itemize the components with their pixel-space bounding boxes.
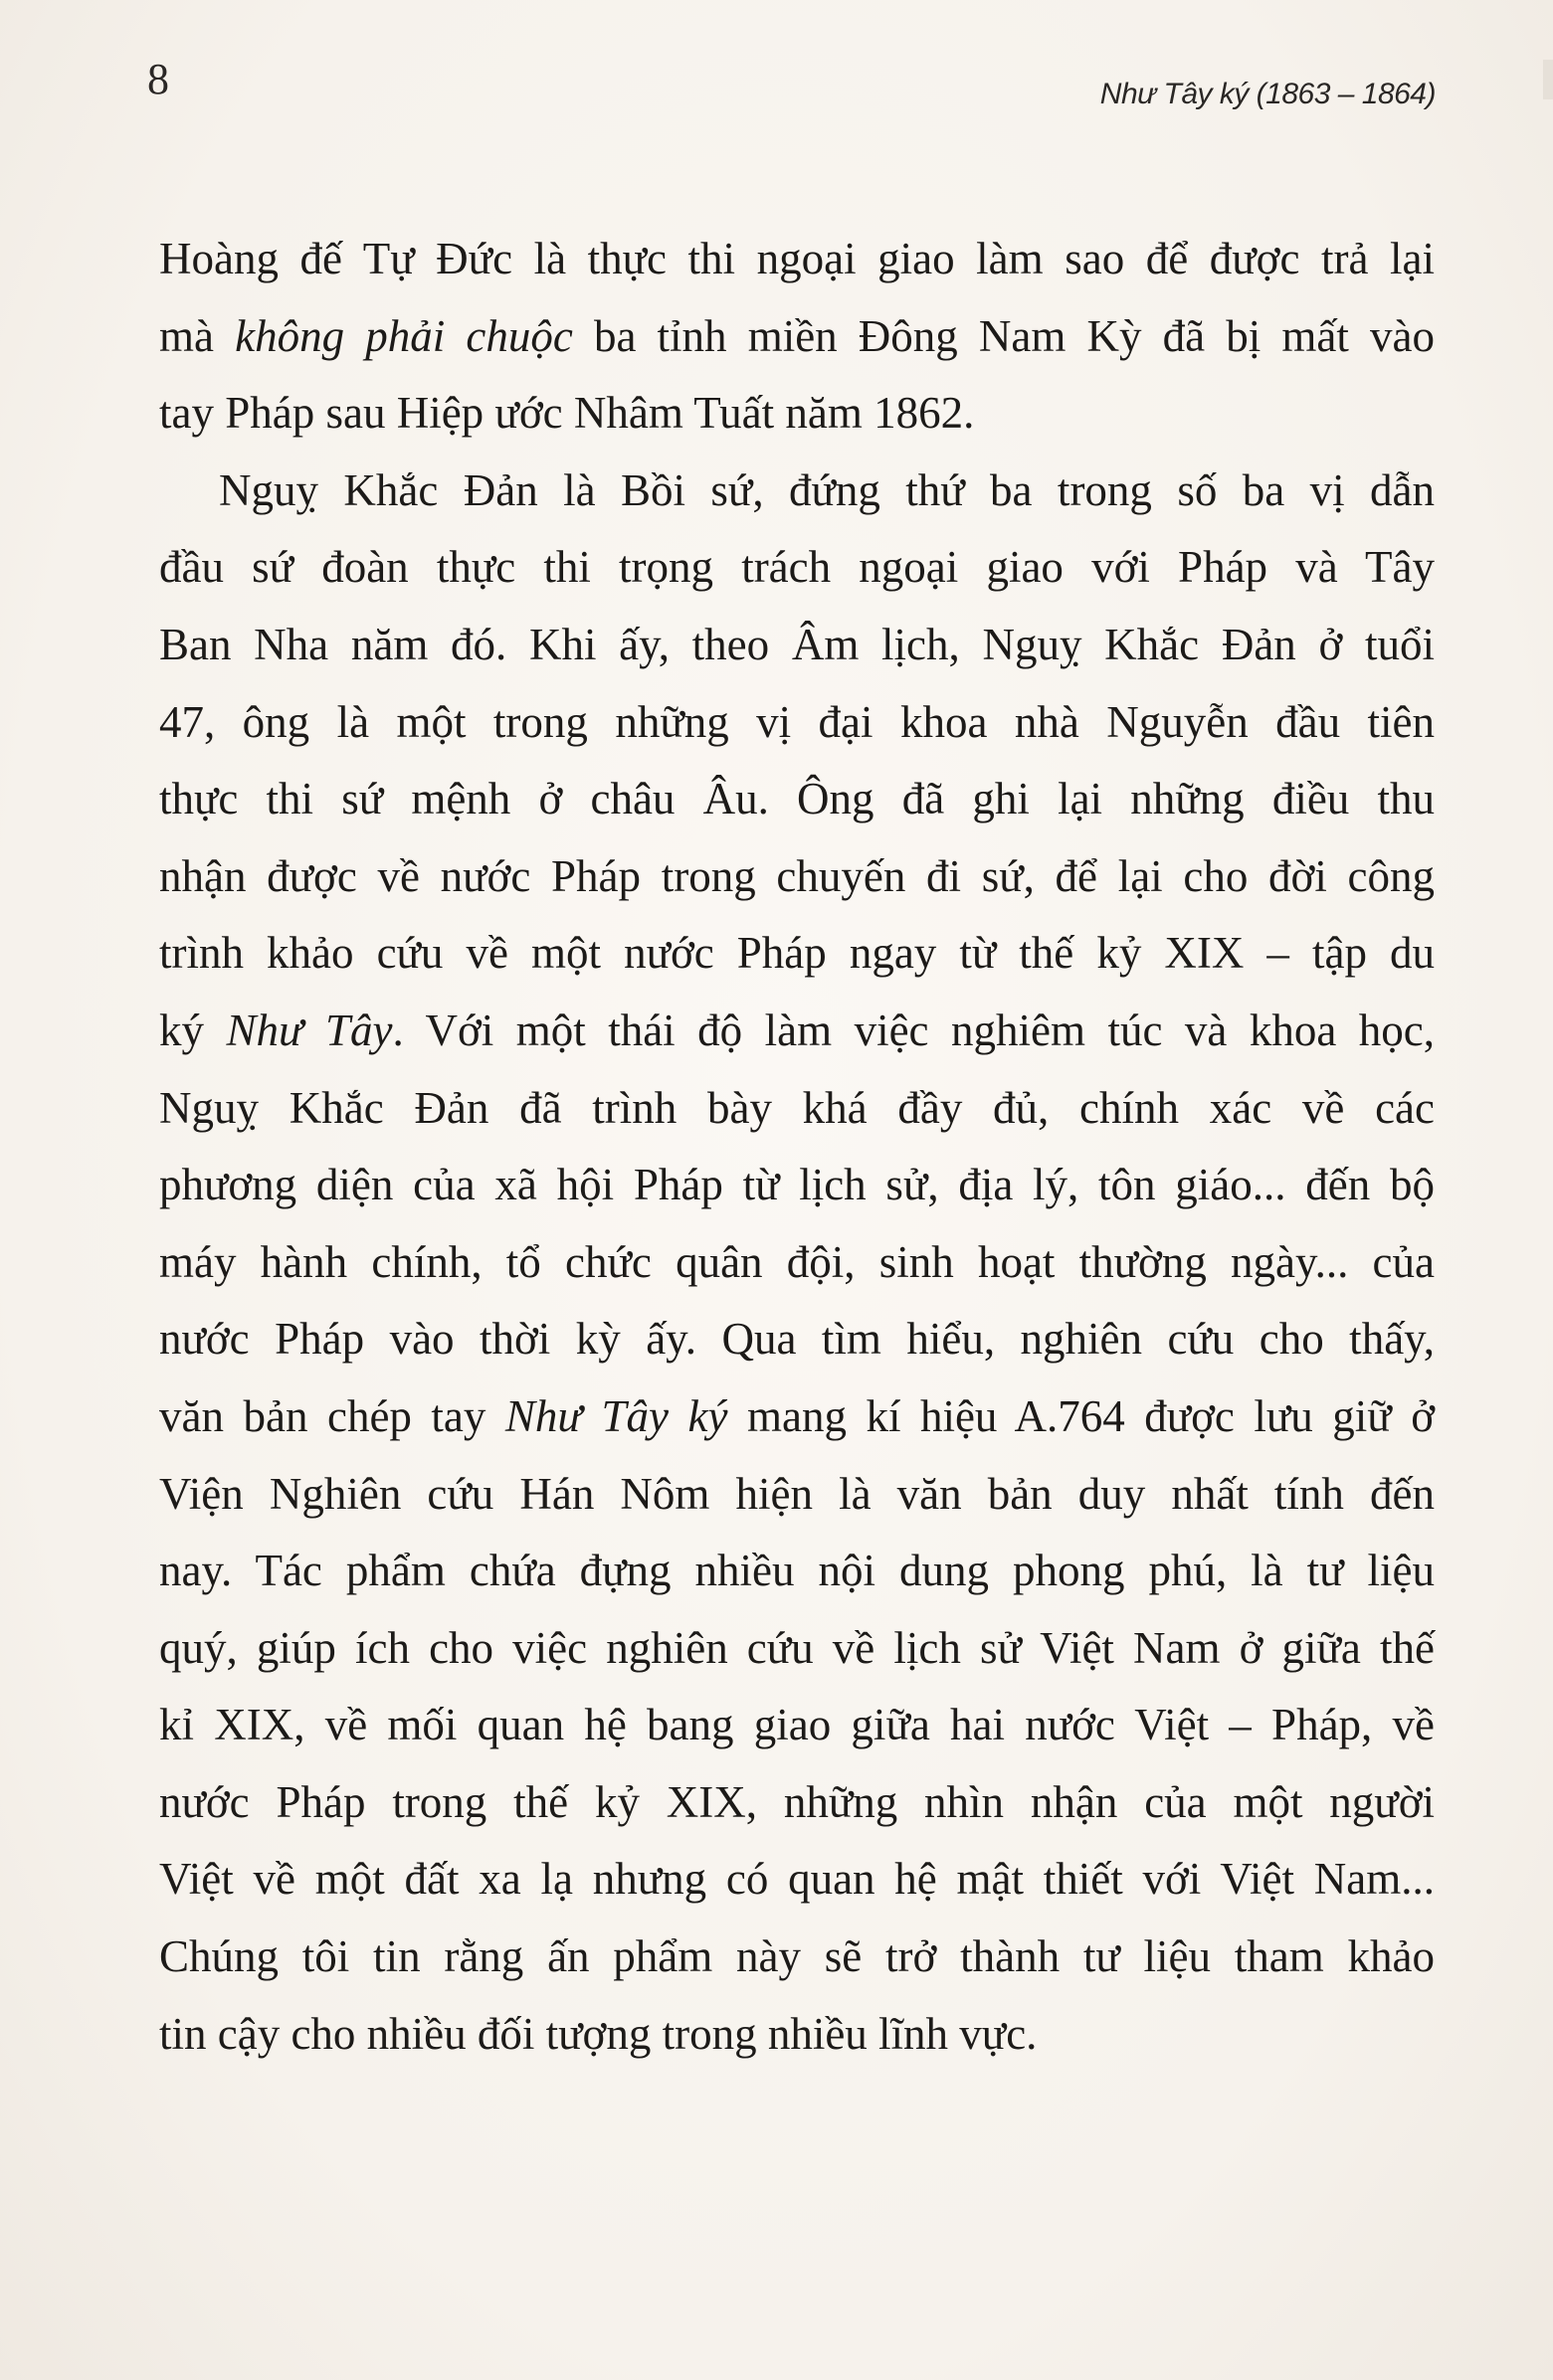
text-run: văn bản chép tay xyxy=(159,1390,505,1441)
text-line: thực thi sứ mệnh ở châu Âu. Ông đã ghi lại những điều thu xyxy=(159,774,1435,824)
text-line: nước Pháp vào thời kỳ ấy. Qua tìm hiểu, nghiên cứu cho thấy, xyxy=(159,1314,1435,1365)
italic-phrase: không phải chuộc xyxy=(235,310,573,361)
text-line: tay Pháp sau Hiệp ước Nhâm Tuất năm 1862. xyxy=(159,388,975,439)
text-line: kỉ XIX, về mối quan hệ bang giao giữa hai nước Việt – Pháp, về xyxy=(159,1700,1435,1750)
text-line: tin cậy cho nhiều đối tượng trong nhiều lĩnh vực. xyxy=(159,2008,1038,2059)
text-run: mang kí hiệu A.764 được lưu giữ ở xyxy=(727,1390,1435,1441)
text-line: máy hành chính, tổ chức quân đội, sinh hoạt thường ngày... của xyxy=(159,1236,1435,1287)
italic-phrase: Như Tây ký xyxy=(504,1390,728,1441)
text-line: Viện Nghiên cứu Hán Nôm hiện là văn bản duy nhất tính đến xyxy=(159,1468,1435,1519)
text-run: ký xyxy=(159,1005,227,1055)
body-text xyxy=(159,221,1435,2073)
text-line xyxy=(159,298,1435,376)
text-line: quý, giúp ích cho việc nghiên cứu về lịch sử Việt Nam ở giữa thế xyxy=(159,1622,1435,1673)
text-line: Nguỵ Khắc Đản là Bồi sứ, đứng thứ ba trong số ba vị dẫn xyxy=(219,464,1435,515)
text-line xyxy=(159,993,1435,1070)
paragraph-1 xyxy=(159,221,1435,453)
text-run: ba tỉnh miền Đông Nam Kỳ đã bị mất vào xyxy=(572,310,1435,361)
page-edge xyxy=(1543,60,1553,99)
text-line: trình khảo cứu về một nước Pháp ngay từ thế kỷ XIX – tập du xyxy=(159,928,1435,979)
text-line: Nguỵ Khắc Đản đã trình bày khá đầy đủ, chính xác về các xyxy=(159,1082,1435,1133)
text-line: nay. Tác phẩm chứa đựng nhiều nội dung phong phú, là tư liệu xyxy=(159,1546,1435,1596)
text-line: Hoàng đế Tự Đức là thực thi ngoại giao làm sao để được trả lại xyxy=(159,234,1435,283)
paragraph-2 xyxy=(159,453,1435,2073)
text-line xyxy=(159,1378,1435,1456)
text-line: nước Pháp trong thế kỷ XIX, những nhìn nhận của một người xyxy=(159,1776,1435,1827)
running-head: Như Tây ký (1863 – 1864) xyxy=(1099,78,1436,110)
text-line: nhận được về nước Pháp trong chuyến đi sứ, để lại cho đời công xyxy=(159,850,1435,901)
italic-phrase: Như Tây xyxy=(226,1005,393,1055)
page-number: 8 xyxy=(147,55,169,103)
text-run: mà xyxy=(159,310,236,361)
text-run: . Với một thái độ làm việc nghiêm túc và khoa học, xyxy=(392,1005,1436,1055)
text-line: Ban Nha năm đó. Khi ấy, theo Âm lịch, Nguỵ Khắc Đản ở tuổi xyxy=(159,619,1435,669)
text-line: phương diện của xã hội Pháp từ lịch sử, địa lý, tôn giáo... đến bộ xyxy=(159,1160,1435,1210)
text-line: đầu sứ đoàn thực thi trọng trách ngoại giao với Pháp và Tây xyxy=(159,542,1435,593)
text-line: Việt về một đất xa lạ nhưng có quan hệ mật thiết với Việt Nam... xyxy=(159,1854,1435,1905)
text-line: Chúng tôi tin rằng ấn phẩm này sẽ trở thành tư liệu tham khảo xyxy=(159,1931,1435,1982)
text-line: 47, ông là một trong những vị đại khoa nhà Nguyễn đầu tiên xyxy=(159,696,1435,747)
